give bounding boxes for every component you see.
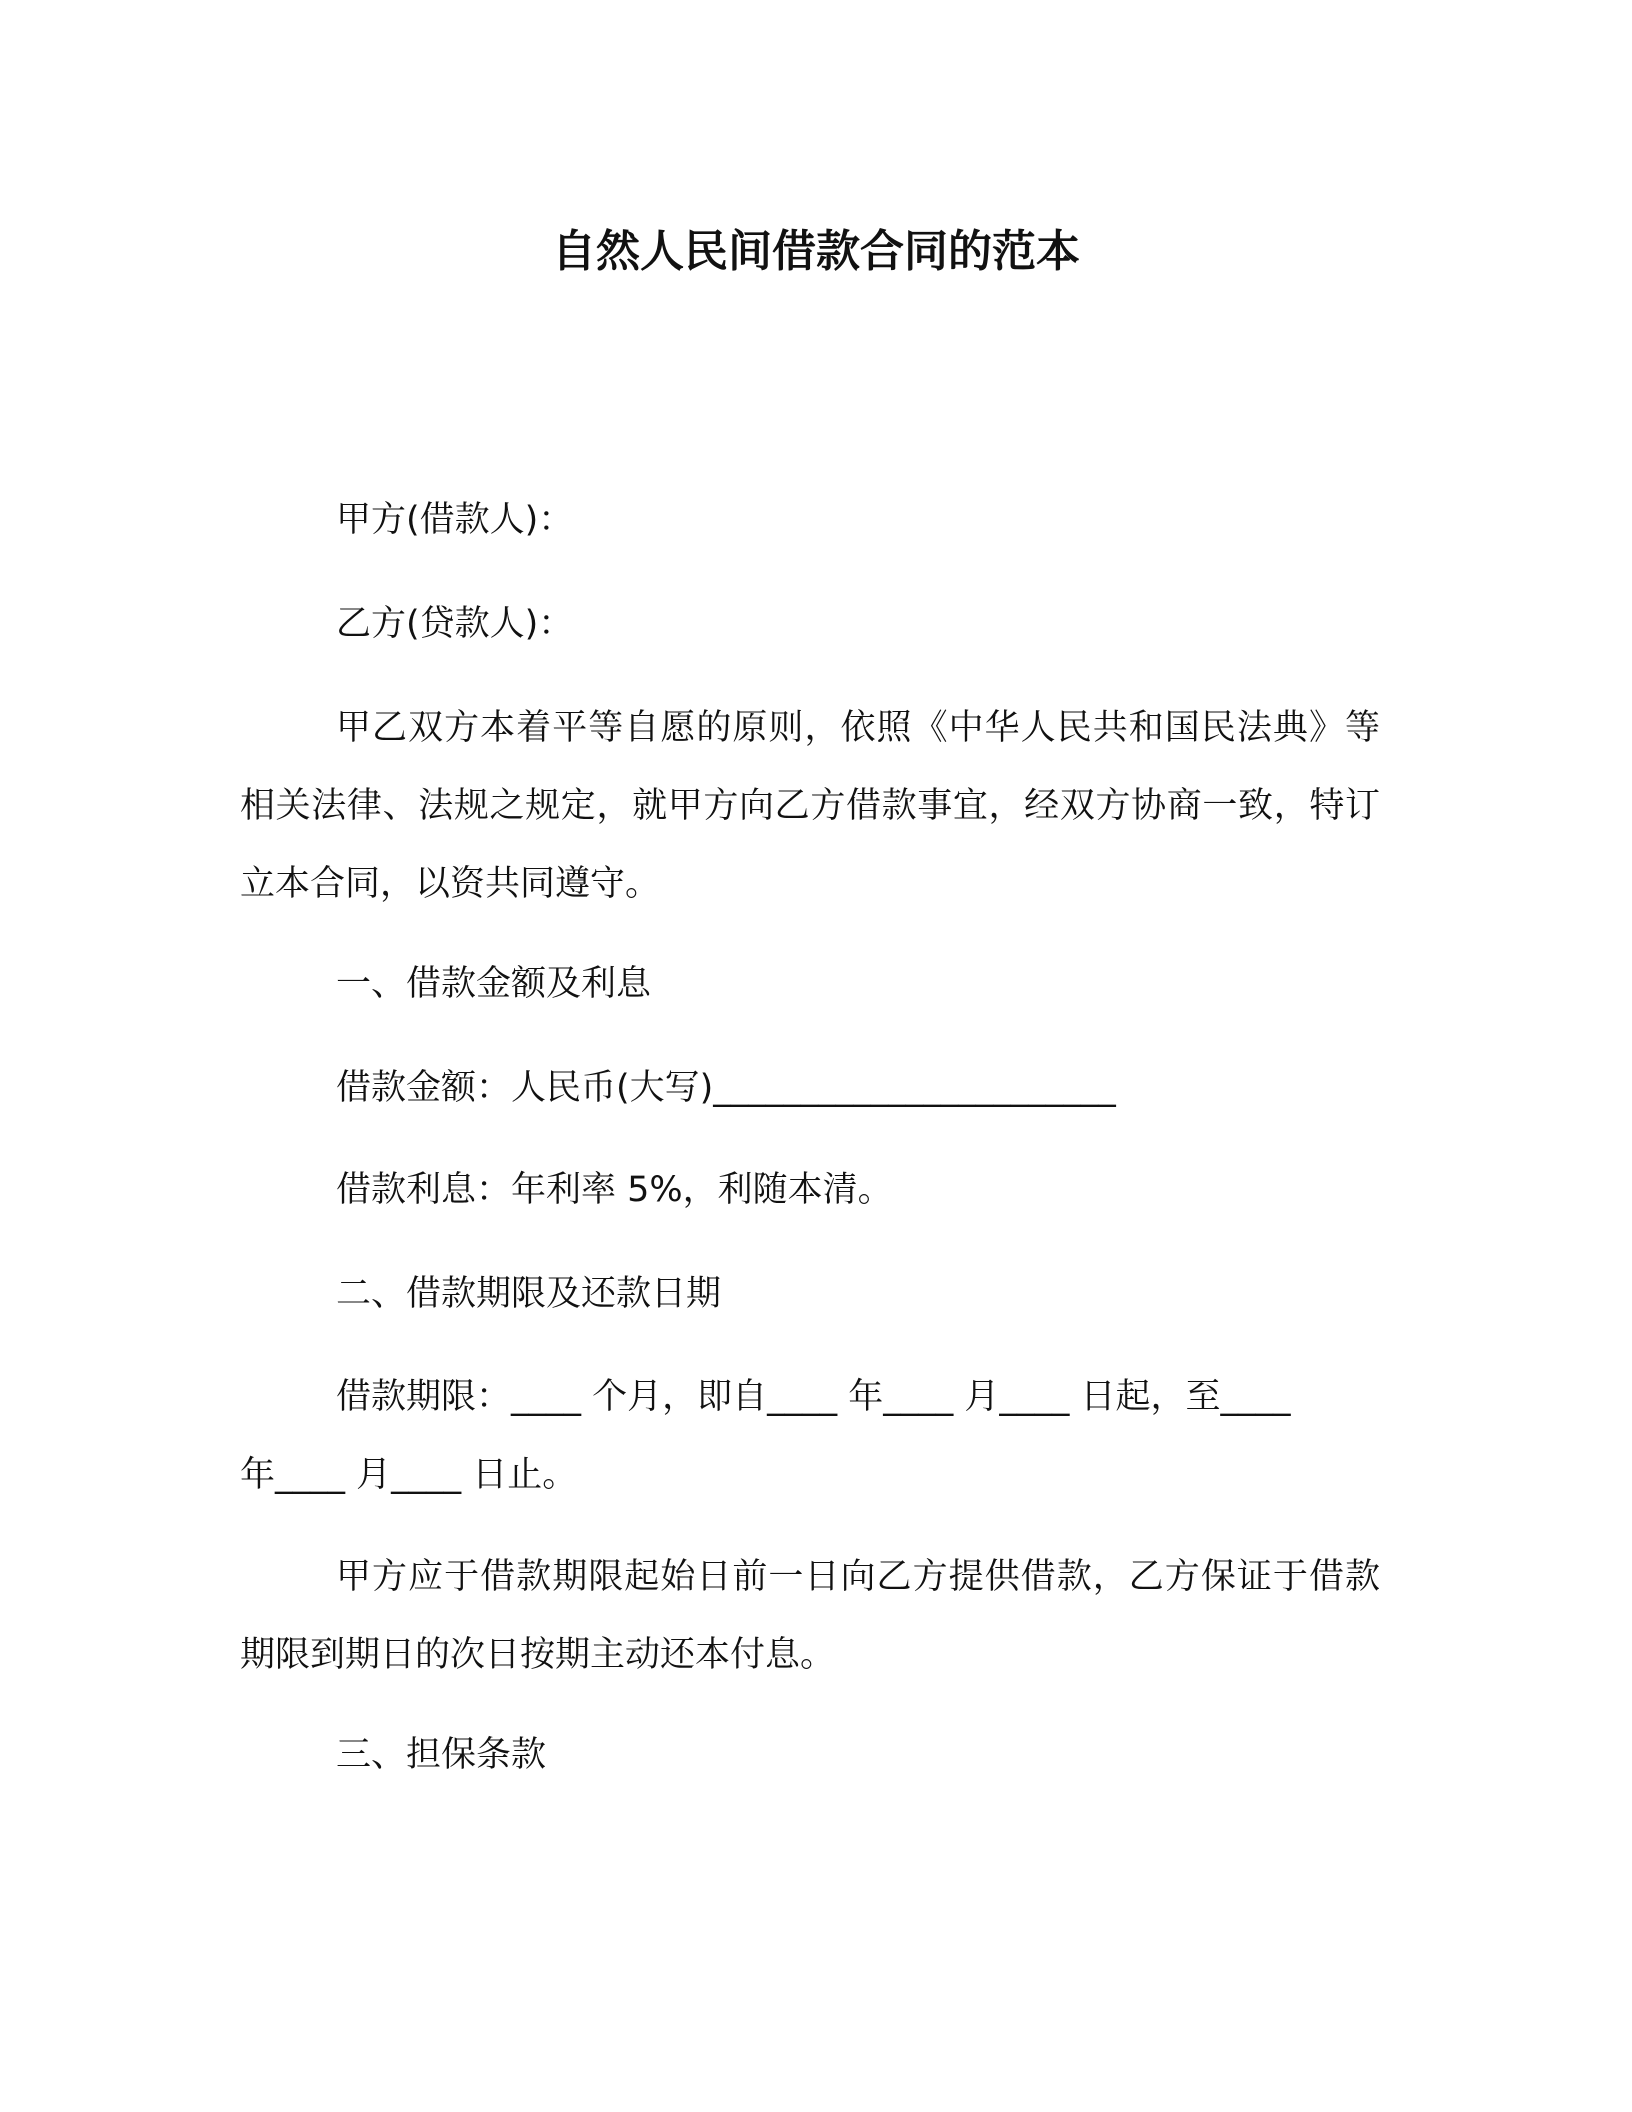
document-title: 自然人民间借款合同的范本 xyxy=(552,226,1080,277)
section-3-heading: 三、担保条款 xyxy=(336,1735,547,1775)
section-2-heading: 二、借款期限及还款日期 xyxy=(336,1274,722,1314)
party-a-line: 甲方(借款人)： xyxy=(336,500,574,540)
loan-interest-line: 借款利息：年利率 5%，利随本清。 xyxy=(336,1170,893,1210)
loan-amount-line: 借款金额：人民币(大写)_______________________ xyxy=(336,1068,1116,1108)
repayment-paragraph: 甲方应于借款期限起始日前一日向乙方提供借款，乙方保证于借款期限到期日的次日按期主动还本付息。 xyxy=(240,1557,1380,1675)
section-1-heading: 一、借款金额及利息 xyxy=(336,964,652,1004)
preamble-paragraph: 甲乙双方本着平等自愿的原则，依照《中华人民共和国民法典》等相关法律、法规之规定，就甲方向乙方借款事宜，经双方协商一致，特订立本合同，以资共同遵守。 xyxy=(240,708,1380,904)
loan-term-line-2: 年____ 月____ 日止。 xyxy=(240,1455,578,1495)
party-b-line: 乙方(贷款人)： xyxy=(336,604,574,644)
loan-term-line-1: 借款期限：____ 个月，即自____ 年____ 月____ 日起，至____ xyxy=(336,1377,1291,1417)
